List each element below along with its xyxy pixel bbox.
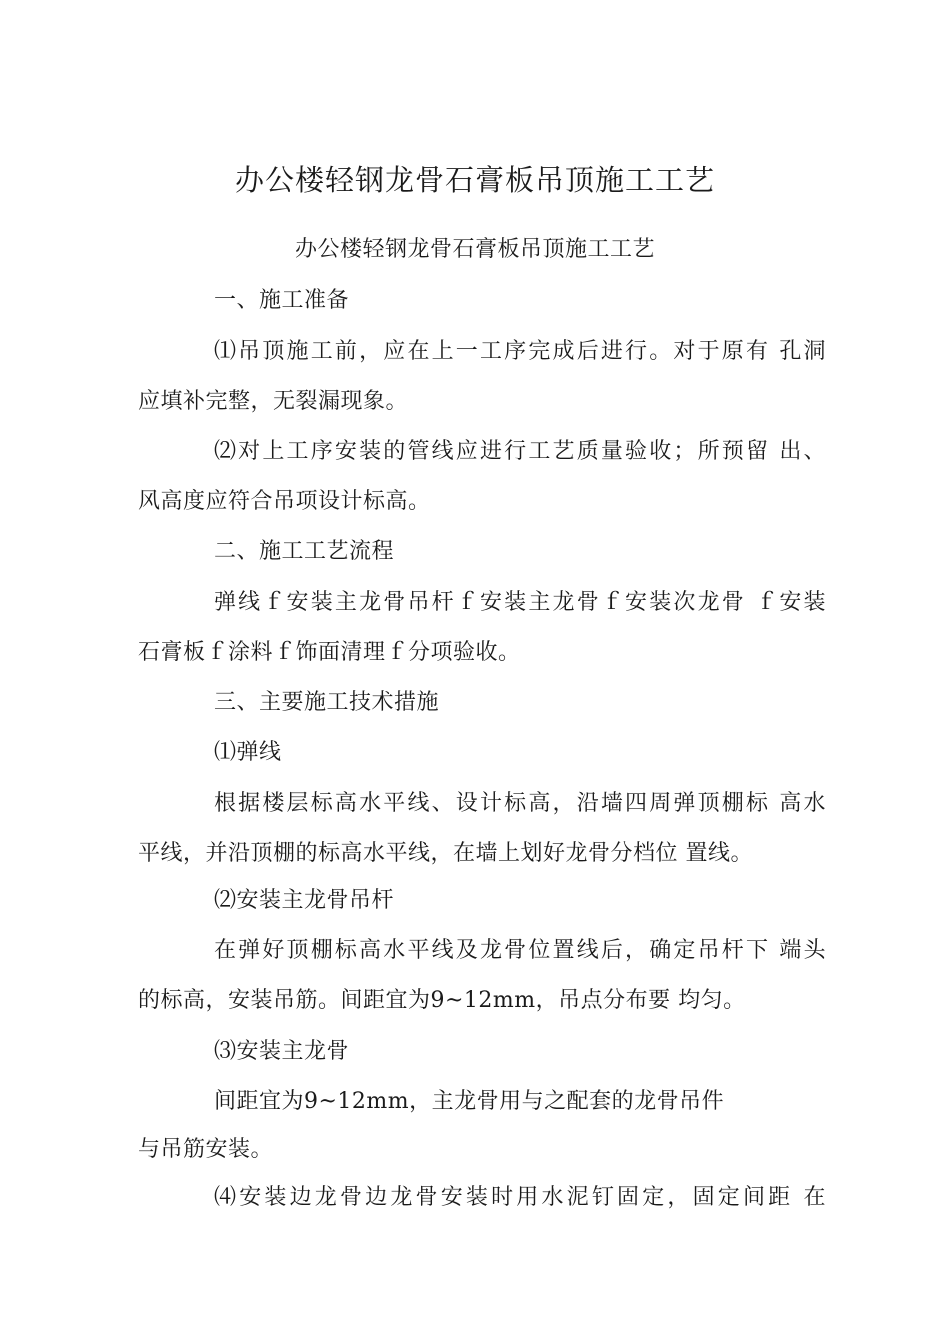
paragraph-line: ⑷安装边龙骨边龙骨安装时用水泥钉固定，固定间距 在 bbox=[214, 1185, 826, 1210]
paragraph-line: 在弹好顶棚标高水平线及龙骨位置线后，确定吊杆下 端头 bbox=[214, 938, 826, 963]
subsection-heading: ⑶安装主龙骨 bbox=[214, 1039, 350, 1064]
paragraph-line: 与吊筋安装。 bbox=[138, 1137, 274, 1162]
paragraph-line: 风高度应符合吊项设计标高。 bbox=[138, 489, 431, 514]
paragraph-line: ⑴吊顶施工前，应在上一工序完成后进行。对于原有 孔洞 bbox=[214, 339, 826, 364]
document-subtitle: 办公楼轻钢龙骨石膏板吊顶施工工艺 bbox=[294, 237, 655, 262]
paragraph-line: 石膏板ｆ涂料ｆ饰面清理ｆ分项验收。 bbox=[138, 640, 521, 665]
subsection-heading: ⑴弹线 bbox=[214, 740, 282, 765]
section-heading-measures: 三、主要施工技术措施 bbox=[214, 690, 440, 715]
paragraph-line: 间距宜为9~12mm，主龙骨用与之配套的龙骨吊件 bbox=[214, 1089, 725, 1114]
document-title: 办公楼轻钢龙骨石膏板吊顶施工工艺 bbox=[234, 163, 715, 197]
subsection-heading: ⑵安装主龙骨吊杆 bbox=[214, 888, 395, 913]
section-heading-process: 二、施工工艺流程 bbox=[214, 539, 395, 564]
paragraph-line: 应填补完整，无裂漏现象。 bbox=[138, 389, 409, 414]
section-heading-preparation: 一、施工准备 bbox=[214, 288, 350, 313]
paragraph-line: ⑵对上工序安装的管线应进行工艺质量验收；所预留 出、 bbox=[214, 439, 826, 464]
paragraph-line: 根据楼层标高水平线、设计标高，沿墙四周弹顶棚标 高水 bbox=[214, 791, 826, 816]
paragraph-line: 平线，并沿顶棚的标高水平线，在墙上划好龙骨分档位 置线。 bbox=[138, 841, 753, 866]
paragraph-line: 弹线ｆ安装主龙骨吊杆ｆ安装主龙骨ｆ安装次龙骨 ｆ安装 bbox=[214, 590, 826, 615]
paragraph-line: 的标高，安装吊筋。间距宜为9~12mm，吊点分布要 均匀。 bbox=[138, 988, 746, 1013]
